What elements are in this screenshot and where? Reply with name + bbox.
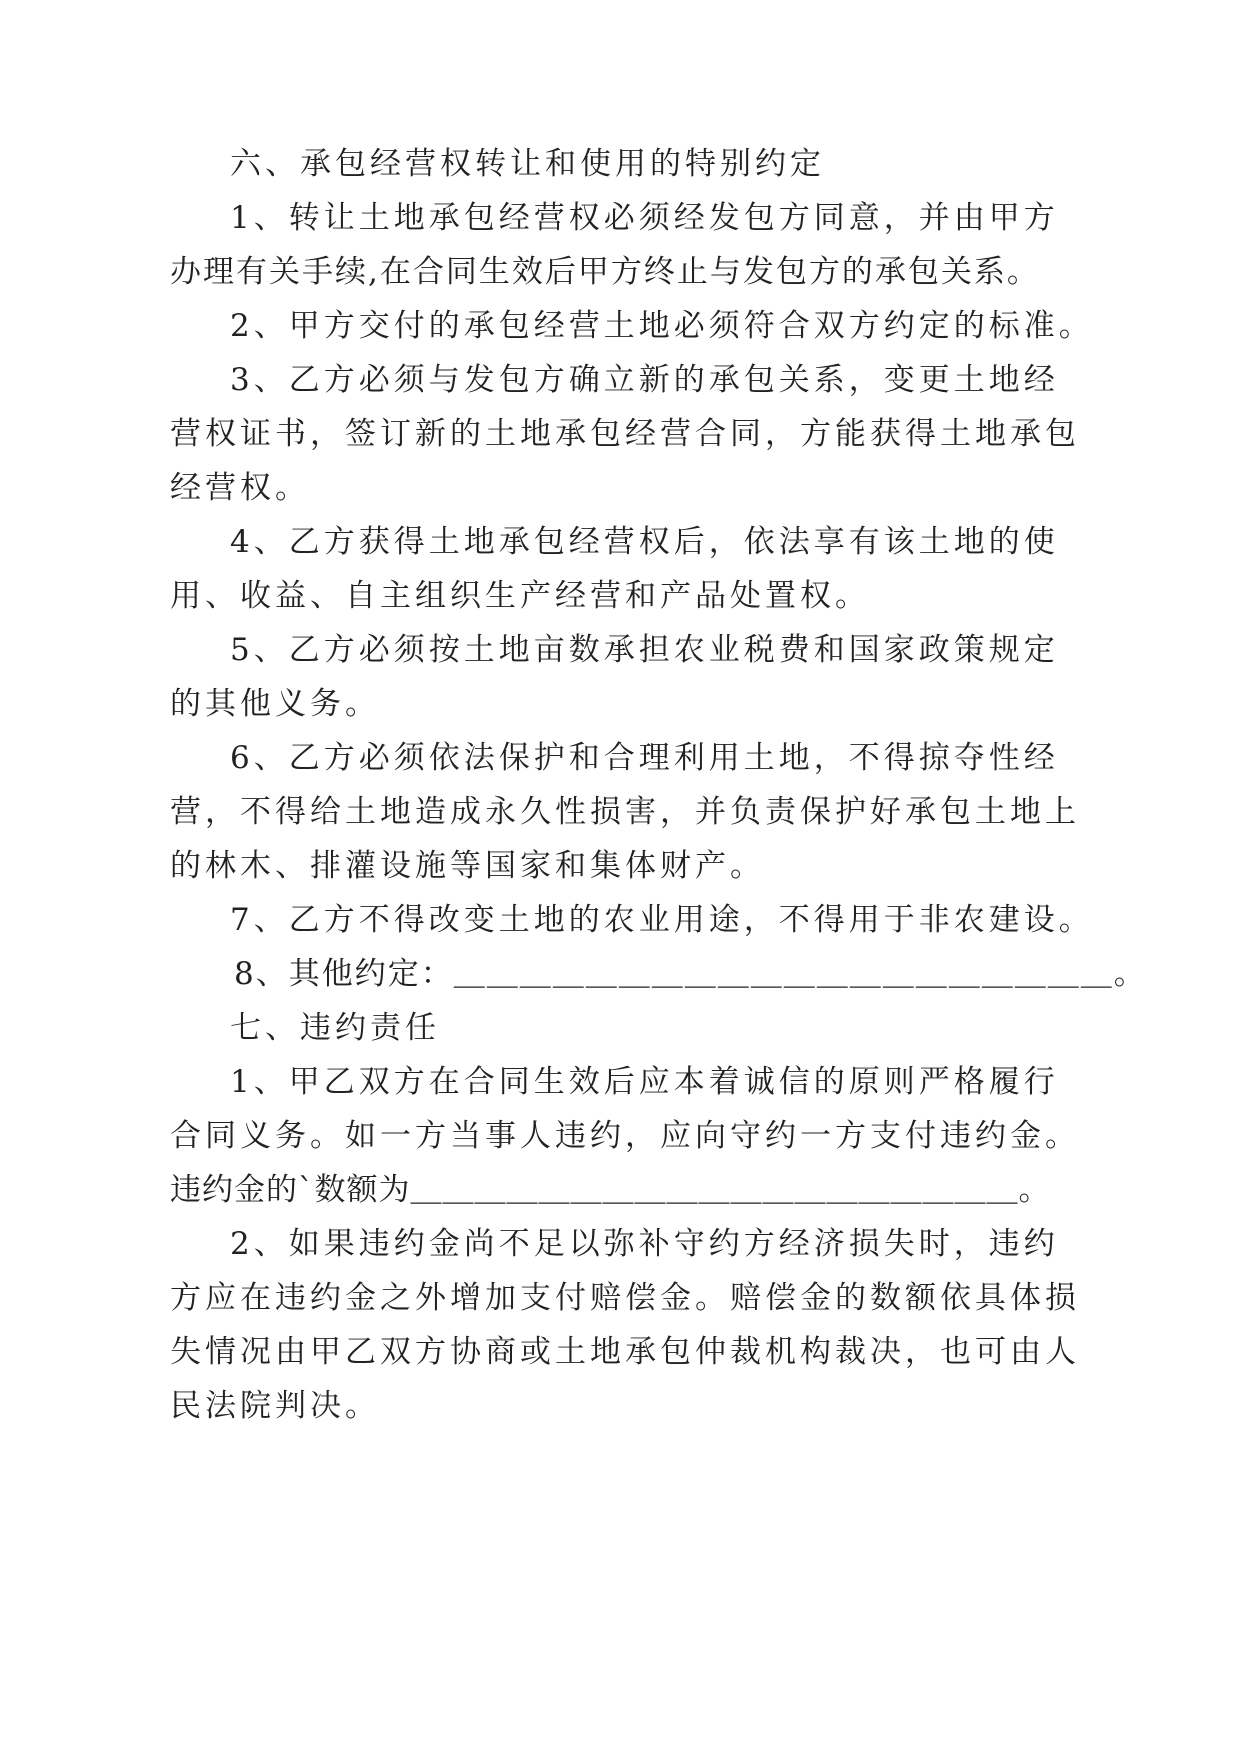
s6-item-1-line-2: 办理有关手续,在合同生效后甲方终止与发包方的承包关系。	[170, 254, 1040, 290]
s6-item-6-line-3: 的林木、排灌设施等国家和集体财产。	[170, 848, 765, 884]
s6-item-5-line-1: 5、乙方必须按土地亩数承担农业税费和国家政策规定	[230, 632, 1059, 668]
s6-item-3-line-3: 经营权。	[170, 470, 310, 506]
s6-item-5-line-2: 的其他义务。	[170, 686, 380, 722]
s7-item-2-line-3: 失情况由甲乙双方协商或土地承包仲裁机构裁决，也可由人	[170, 1334, 1080, 1370]
s6-item-6-line-2: 营，不得给土地造成永久性损害，并负责保护好承包土地上	[170, 794, 1080, 830]
s7-item-2-line-4: 民法院判决。	[170, 1388, 380, 1424]
s6-item-4-line-2: 用、收益、自主组织生产经营和产品处置权。	[170, 578, 870, 614]
s6-item-3-line-2: 营权证书，签订新的土地承包经营合同，方能获得土地承包	[170, 416, 1080, 452]
s6-item-8: 8、其他约定：＿＿＿＿＿＿＿＿＿＿＿＿＿＿＿＿＿＿＿＿。	[234, 956, 1147, 992]
s6-item-3-line-1: 3、乙方必须与发包方确立新的承包关系，变更土地经	[230, 362, 1059, 398]
s7-item-1-line-1: 1、甲乙双方在合同生效后应本着诚信的原则严格履行	[230, 1064, 1059, 1100]
s7-item-1-line-2: 合同义务。如一方当事人违约，应向守约一方支付违约金。	[170, 1118, 1080, 1154]
s6-item-2: 2、甲方交付的承包经营土地必须符合双方约定的标准。	[230, 308, 1094, 344]
section-6-heading: 六、承包经营权转让和使用的特别约定	[230, 146, 825, 182]
s7-item-1-line-3: 违约金的`数额为＿＿＿＿＿＿＿＿＿＿＿＿＿＿＿＿＿＿＿。	[170, 1172, 1051, 1208]
s6-item-6-line-1: 6、乙方必须依法保护和合理利用土地，不得掠夺性经	[230, 740, 1059, 776]
s7-item-2-line-1: 2、如果违约金尚不足以弥补守约方经济损失时，违约	[230, 1226, 1059, 1262]
s6-item-1-line-1: 1、转让土地承包经营权必须经发包方同意，并由甲方	[230, 200, 1059, 236]
s6-item-4-line-1: 4、乙方获得土地承包经营权后，依法享有该土地的使	[230, 524, 1059, 560]
section-7-heading: 七、违约责任	[230, 1010, 440, 1046]
s7-item-2-line-2: 方应在违约金之外增加支付赔偿金。赔偿金的数额依具体损	[170, 1280, 1080, 1316]
s6-item-7: 7、乙方不得改变土地的农业用途，不得用于非农建设。	[230, 902, 1094, 938]
